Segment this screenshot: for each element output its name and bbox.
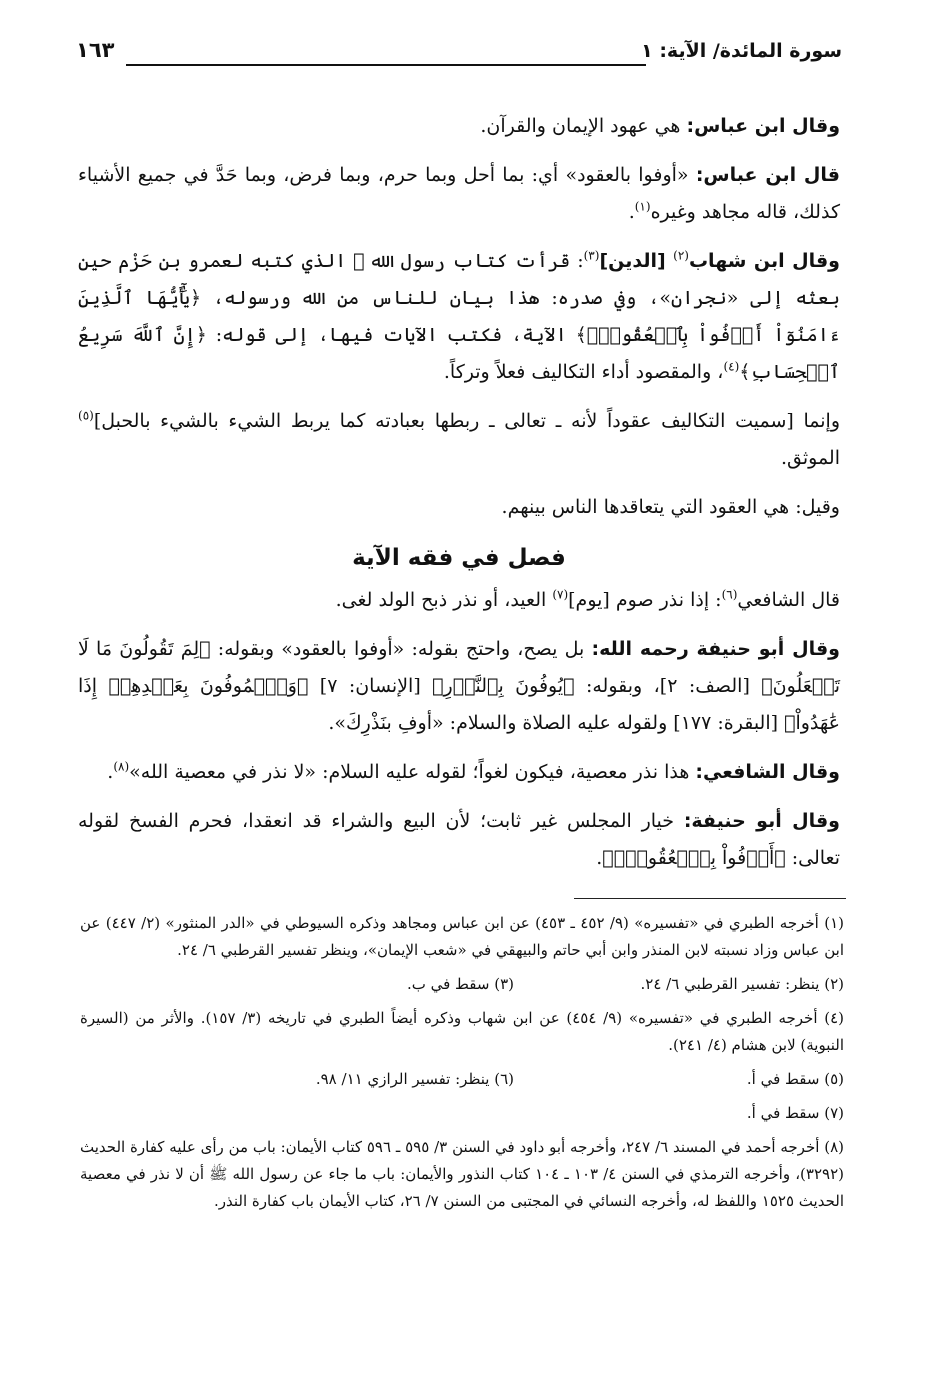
paragraph-tail: العيد، أو نذر ذبح الولد لغى. [335,589,553,611]
speaker: وقال ابن عباس: [686,115,840,137]
footnote-ref[interactable]: (٤) [723,359,740,374]
footnote-ref[interactable]: (٢) [673,248,689,263]
paragraph-tail: : إذا نذر صوم [يوم] [568,589,722,611]
footnote-ref[interactable]: (٦) [721,587,738,602]
header-rule [126,64,646,66]
footnote: (٧) سقط في أ. [746,1104,844,1122]
paragraph-text: : قرأت كتاب رسول الله ﷺ الذي كتبه لعمرو بن حَزْم حين بعثه إلى «نجران»، وفي صدره: هذا بيان للناس من الله ورسوله، ﴿يَٰٓأَيُّهَا ٱلَّذِينَ ءَامَنُوٓاْ أَوۡفُواْ بِٱلۡعُقُودِۚ﴾ الآية، فكتب الآيات فيها، إلى قوله: ﴿إِنَّ ٱللَّهَ سَرِيعُ ٱلۡحِسَابِ﴾ [78,250,840,383]
paragraph-tail: الموثق. [780,447,840,469]
paragraph [78,243,840,391]
paragraph-text: بل يصح، واحتج بقوله: «أوفوا بالعقود» وبقوله: ﴿لِمَ تَقُولُونَ مَا لَا تَفۡعَلُونَ﴾ [الصف: ٢]، وبقوله: ﴿يُوفُونَ بِٱلنَّذۡرِ﴾ [الإنسان: ٧] ﴿وَٱلۡمُوفُونَ بِعَهۡدِهِمۡ إِذَا عَٰهَدُواْ﴾ [البقرة: ١٧٧] ولقوله عليه الصلاة والسلام: «أوفِ بنَذْرِكَ». [78,638,840,734]
footnote-ref[interactable]: (٣) [583,248,600,263]
footnote-ref[interactable]: (٨) [113,759,130,774]
paragraph-tail: ، والمقصود أداء التكاليف فعلاً وتركاً. [443,361,724,383]
footnote-ref[interactable]: (٥) [78,408,94,423]
footnote-ref[interactable]: (٧) [552,587,569,602]
main-text [78,108,840,889]
footnote: (٣) سقط في ب. [406,975,514,993]
page-number: ١٦٣ [76,38,115,62]
paragraph [78,403,840,477]
paragraph [78,489,840,526]
paragraph-tail: . [107,761,114,783]
paragraph [78,157,840,231]
footnote-row [80,1066,844,1093]
paragraph-text: خيار المجلس غير ثابت؛ لأن البيع والشراء قد انعقدا، فحرم الفسخ لقوله تعالى: ﴿أَوۡفُواْ بِٱلۡعُقُودِۚ﴾. [78,810,840,869]
paragraph [78,754,840,791]
section-heading: فصل في فقه الآية [352,545,566,571]
paragraph [78,108,840,145]
speaker-addition: [الدين] [599,250,674,272]
footnote: (٥) سقط في أ. [746,1070,844,1088]
footnote: (٨) أخرجه أحمد في المسند ٦/ ٢٤٧، وأخرجه أبو داود في السنن ٣/ ٥٩٥ ـ ٥٩٦ كتاب الأيمان: باب من رأى عليه كفارة الحديث (٣٢٩٢)، وأخرجه الترمذي في السنن ٤/ ١٠٣ ـ ١٠٤ كتاب النذور والأيمان: باب ما جاء عن رسول الله ﷺ أن لا نذر في معصية الحديث ١٥٢٥ واللفظ له، وأخرجه النسائي في المجتبى من السنن ٧/ ٢٦، كتاب الأيمان باب كفارة النذر. [80,1138,845,1210]
footnote: (٦) ينظر: تفسير الرازي ١١/ ٩٨. [315,1070,514,1088]
footnote-ref[interactable]: (١) [634,199,651,214]
paragraph-text: «أوفوا بالعقود» أي: بما أحل وبما حرم، وبما فرض، وبما حَدَّ في جميع الأشياء كذلك، قاله مجاهد وغيره [78,164,840,223]
footnote: (١) أخرجه الطبري في «تفسيره» (٩/ ٤٥٢ ـ ٤٥٣) عن ابن عباس ومجاهد وذكره السيوطي في «الدر المنثور» (٢/ ٤٤٧) عن ابن عباس وزاد نسبته لابن المنذر وابن أبي حاتم والبيهقي في «شعب الإيمان»، وينظر تفسير القرطبي ٦/ ٢٤. [80,914,844,959]
speaker: وقال ابن شهاب [688,250,840,272]
paragraph [78,631,840,742]
speaker: وقال أبو حنيفة: [683,810,840,832]
running-title: سورة المائدة/ الآية: ١ [641,40,842,62]
paragraph-text: هذا نذر معصية، فيكون لغواً؛ لقوله عليه السلام: «لا نذر في معصية الله» [129,761,696,783]
footnote-row [80,971,844,998]
paragraph [78,803,840,877]
paragraph-text: هي عهود الإيمان والقرآن. [480,115,687,137]
speaker: قال ابن عباس: [695,164,840,186]
speaker: وقال الشافعي: [695,761,840,783]
footnotes [80,910,844,1222]
paragraph-text: وإنما [سميت التكاليف عقوداً لأنه ـ تعالى ـ ربطها بعبادته كما يربط الشيء بالشيء بالحبل] [93,410,840,432]
paragraph [78,582,840,619]
paragraph-tail: . [628,201,635,223]
paragraph-text: وقيل: هي العقود التي يتعاقدها الناس بينهم. [501,496,840,518]
footnote: (٤) أخرجه الطبري في «تفسيره» (٩/ ٤٥٤) عن ابن شهاب وذكره أيضاً الطبري في تاريخه (٣/ ١٥٧). والأثر من (السيرة النبوية) لابن هشام (٤/ ٢٤١). [80,1009,845,1054]
footnote: (٢) ينظر: تفسير القرطبي ٦/ ٢٤. [640,975,844,993]
footnote-divider [574,898,846,899]
paragraph-text: قال الشافعي [737,589,840,611]
speaker: وقال أبو حنيفة رحمه الله: [591,638,840,660]
page-header [76,38,842,72]
